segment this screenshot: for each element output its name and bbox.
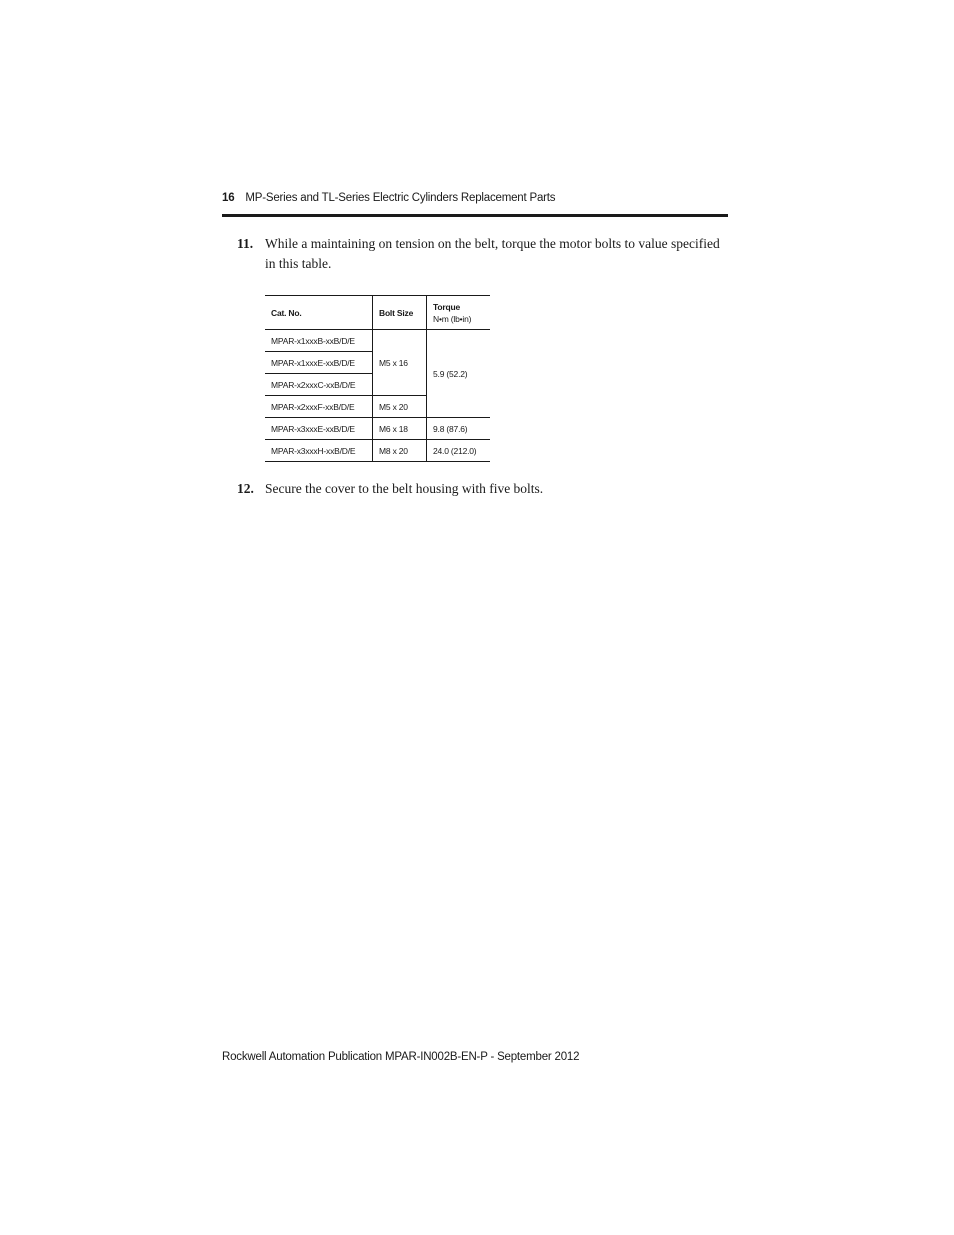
- table-header-row: [265, 296, 490, 330]
- bolt-size-cell: M5 x 16: [373, 330, 427, 396]
- torque-cell: 24.0 (212.0): [427, 440, 491, 462]
- header-rule: [222, 214, 728, 217]
- torque-cell: 5.9 (52.2): [427, 330, 491, 418]
- running-header: [222, 192, 728, 214]
- torque-cell: 9.8 (87.6): [427, 418, 491, 440]
- bolt-size-cell: M6 x 18: [373, 418, 427, 440]
- step-12: [237, 479, 731, 501]
- table-row: [265, 418, 490, 440]
- cat-no-cell: MPAR-x1xxxB-xxB/D/E: [265, 330, 373, 352]
- table-row: [265, 440, 490, 462]
- header-torque-label: Torque: [433, 301, 460, 312]
- cat-no-cell: MPAR-x3xxxH-xxB/D/E: [265, 440, 373, 462]
- publication-footer: Rockwell Automation Publication MPAR-IN002B-EN-P - September 2012: [222, 1051, 580, 1063]
- header-title: MP-Series and TL-Series Electric Cylinders Replacement Parts: [245, 192, 556, 204]
- bolt-size-cell: M8 x 20: [373, 440, 427, 462]
- cat-no-cell: MPAR-x2xxxC-xxB/D/E: [265, 374, 373, 396]
- cat-no-cell: MPAR-x1xxxE-xxB/D/E: [265, 352, 373, 374]
- table-row: [265, 330, 490, 352]
- page-number: 16: [222, 192, 235, 204]
- step-text: While a maintaining on tension on the belt, torque the motor bolts to value specified in this table.: [265, 236, 720, 271]
- header-cat-no: Cat. No.: [265, 296, 373, 330]
- step-11: [237, 234, 731, 276]
- header-bolt-size: Bolt Size: [373, 296, 427, 330]
- header-torque: [427, 296, 491, 330]
- cat-no-cell: MPAR-x3xxxE-xxB/D/E: [265, 418, 373, 440]
- bolt-size-cell: M5 x 20: [373, 396, 427, 418]
- torque-spec-table: [265, 295, 490, 462]
- cat-no-cell: MPAR-x2xxxF-xxB/D/E: [265, 396, 373, 418]
- step-number: 11.: [237, 236, 254, 251]
- header-torque-units: N•m (lb•in): [433, 313, 472, 324]
- step-text: Secure the cover to the belt housing with five bolts.: [265, 481, 544, 496]
- step-number: 12.: [237, 481, 254, 496]
